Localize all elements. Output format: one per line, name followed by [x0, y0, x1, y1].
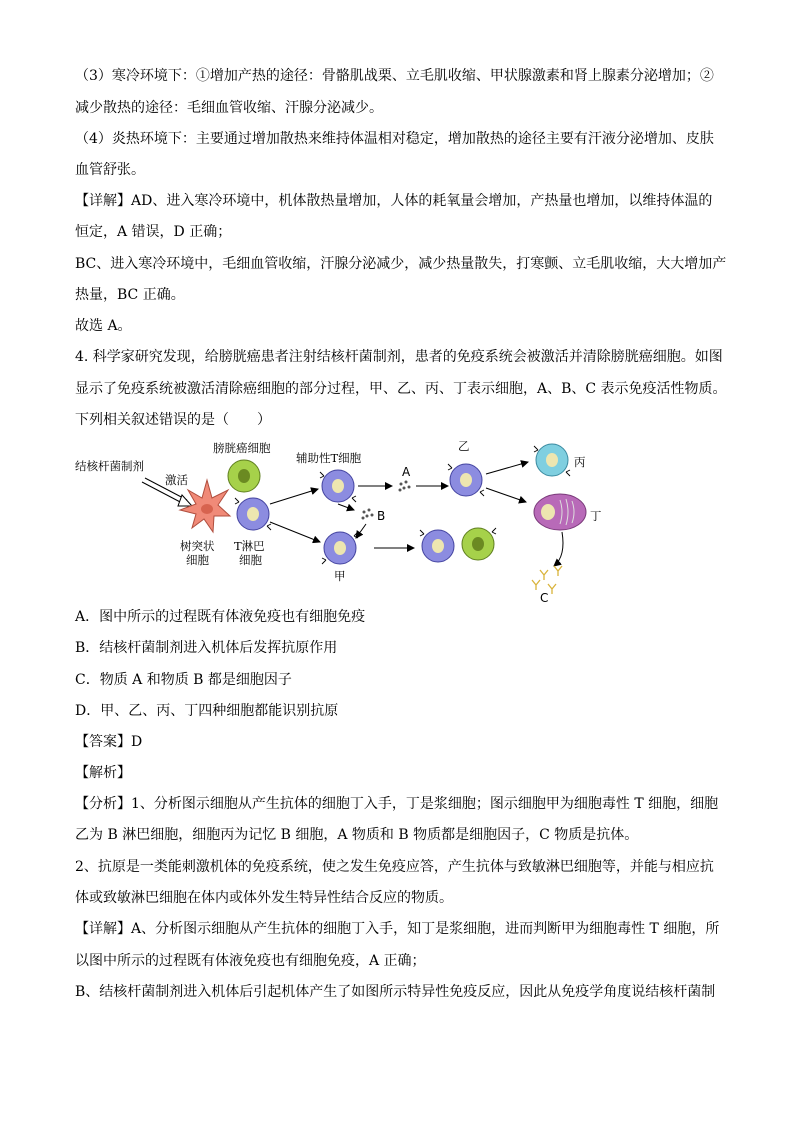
line-4: 血管舒张。 — [75, 162, 145, 178]
option-d: D．甲、乙、丙、丁四种细胞都能识别抗原 — [75, 703, 339, 719]
line-10: 4. 科学家研究发现，给膀胱癌患者注射结核杆菌制剂，患者的免疫系统会被激活并清除膀胱癌细胞。如图 — [75, 349, 723, 365]
option-b: B．结核杆菌制剂进入机体后发挥抗原作用 — [75, 640, 338, 656]
line-11: 显示了免疫系统被激活清除癌细胞的部分过程，甲、乙、丙、丁表示细胞，A、B、C 表示免疫活性物质。 — [75, 381, 727, 397]
option-c: C．物质 A 和物质 B 都是细胞因子 — [75, 672, 292, 688]
substance-b-dots — [362, 509, 374, 520]
line-20: 乙为 B 淋巴细胞，细胞丙为记忆 B 细胞，A 物质和 B 物质都是细胞因子，C 物质是抗体。 — [75, 827, 639, 843]
line-5: 【详解】AD、进入寒冷环境中，机体散热量增加，人体的耗氧量会增加，产热量也增加，以维持体温的 — [75, 193, 713, 209]
analysis-heading: 【解析】 — [75, 765, 131, 781]
answer-line: 【答案】D — [75, 734, 143, 750]
line-25: B、结核杆菌制剂进入机体后引起机体产生了如图所示特异性免疫反应，因此从免疫学角度说结核杆菌制 — [75, 984, 716, 1000]
line-8: 热量，BC 正确。 — [75, 287, 185, 303]
t-lymph-label-2: 细胞 — [239, 553, 262, 567]
bcg-label: 结核杆菌制剂 — [75, 459, 144, 473]
helper-t-label: 辅助性T细胞 — [296, 451, 362, 465]
option-a: A．图中所示的过程既有体液免疫也有细胞免疫 — [75, 609, 366, 625]
line-9: 故选 A。 — [75, 318, 132, 334]
line-23: 【详解】A、分析图示细胞从产生抗体的细胞丁入手，知丁是浆细胞，进而判断甲为细胞毒性 T 细胞，所 — [75, 921, 720, 937]
activate-label: 激活 — [165, 473, 188, 487]
line-19: 【分析】1、分析图示细胞从产生抗体的细胞丁入手，丁是浆细胞；图示细胞甲为细胞毒性 T 细胞，细胞 — [75, 796, 719, 812]
line-3: （4）炎热环境下：主要通过增加散热来维持体温相对稳定，增加散热的途径主要有汗液分泌增加、皮肤 — [75, 131, 714, 147]
line-21: 2、抗原是一类能刺激机体的免疫系统，使之发生免疫应答，产生抗体与致敏淋巴细胞等，并能与相应抗 — [75, 859, 714, 875]
line-2: 减少散热的途径：毛细血管收缩、汗腺分泌减少。 — [75, 100, 383, 116]
line-1: （3）寒冷环境下：①增加产热的途径：骨骼肌战栗、立毛肌收缩、甲状腺激素和肾上腺素分泌增加；② — [75, 68, 714, 84]
line-22: 体或致敏淋巴细胞在体内或体外发生特异性结合反应的物质。 — [75, 890, 453, 906]
receptor-marks — [235, 446, 570, 564]
substance-b-label: B — [377, 509, 386, 523]
line-12: 下列相关叙述错误的是（ ） — [75, 412, 271, 428]
substance-a-label: A — [402, 465, 411, 479]
dendritic-label-2: 细胞 — [186, 553, 209, 567]
line-7: BC、进入寒冷环境中，毛细血管收缩，汗腺分泌减少，减少热量散失，打寒颤、立毛肌收缩，大大增加产 — [75, 256, 727, 272]
cell-jia-label: 甲 — [334, 569, 346, 583]
cell-ding-label: 丁 — [590, 509, 602, 523]
cell-bing-label: 丙 — [574, 455, 586, 469]
antibody-c-icon — [532, 566, 562, 594]
substance-c-label: C — [540, 591, 549, 605]
cancer-cell-label: 膀胱癌细胞 — [213, 441, 271, 455]
immune-process-figure — [70, 432, 630, 607]
cell-yi-label: 乙 — [458, 439, 470, 453]
substance-a-dots — [399, 481, 411, 492]
dendritic-label-1: 树突状 — [180, 539, 215, 553]
line-6: 恒定，A 错误，D 正确； — [75, 224, 232, 240]
t-lymph-label-1: T淋巴 — [234, 539, 265, 553]
line-24: 以图中所示的过程既有体液免疫也有细胞免疫，A 正确； — [75, 953, 426, 969]
immune-diagram — [70, 432, 630, 607]
